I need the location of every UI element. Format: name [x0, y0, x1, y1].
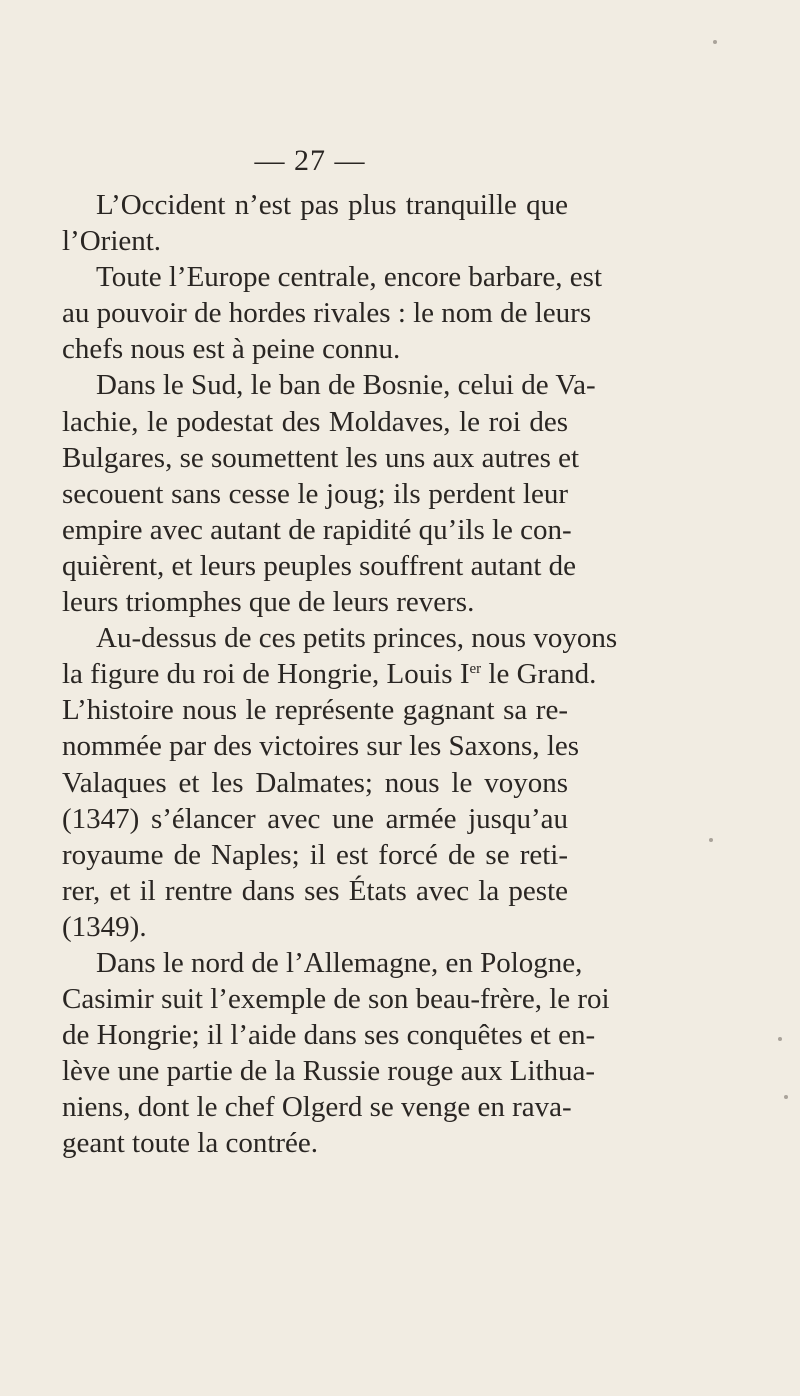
text-line: Toute l’Europe centrale, encore barbare, est: [96, 261, 602, 294]
text-line: Casimir suit l’exemple de son beau-frère, le roi: [62, 983, 610, 1016]
text-line: nommée par des victoires sur les Saxons, les: [62, 730, 580, 763]
text-line: Valaques et les Dalmates; nous le voyons: [62, 766, 568, 799]
text-line: quièrent, et leurs peuples souffrent autant de: [62, 549, 577, 582]
text-line: rer, et il rentre dans ses États avec la peste: [62, 874, 568, 907]
text-line: secouent sans cesse le joug; ils perdent leur: [62, 477, 568, 510]
text-line: Bulgares, se soumettent les uns aux autres et: [62, 441, 580, 474]
paper-speck: [784, 1095, 788, 1099]
text-line: leurs triomphes que de leurs revers.: [62, 586, 475, 619]
text-line: niens, dont le chef Olgerd se venge en rava-: [62, 1091, 572, 1124]
body-text: [62, 187, 618, 1162]
text-line: (1349).: [62, 910, 147, 943]
text-fragment: le Grand.: [481, 658, 597, 691]
text-line: l’Orient.: [62, 225, 162, 258]
text-line: Dans le Sud, le ban de Bosnie, celui de Va-: [96, 369, 596, 402]
text-line: royaume de Naples; il est forcé de se reti-: [62, 838, 568, 871]
text-line: Au-dessus de ces petits princes, nous voyons: [96, 622, 618, 655]
text-line: Dans le nord de l’Allemagne, en Pologne,: [96, 946, 583, 979]
page-number: — 27 —: [254, 144, 366, 177]
ordinal-superscript: er: [469, 661, 482, 678]
text-line: chefs nous est à peine connu.: [62, 333, 401, 366]
text-line: lachie, le podestat des Moldaves, le roi des: [62, 405, 568, 438]
paper-speck: [713, 40, 717, 44]
paper-speck: [778, 1037, 782, 1041]
paper-speck: [709, 838, 713, 842]
text-line: empire avec autant de rapidité qu’ils le con-: [62, 513, 572, 546]
text-line-louis: [62, 656, 597, 692]
text-line: de Hongrie; il l’aide dans ses conquêtes et en-: [62, 1019, 596, 1052]
text-line: au pouvoir de hordes rivales : le nom de leurs: [62, 297, 592, 330]
text-line: (1347) s’élancer avec une armée jusqu’au: [62, 802, 568, 835]
text-fragment: la figure du roi de Hongrie, Louis I: [62, 658, 470, 691]
text-line: geant toute la contrée.: [62, 1127, 319, 1160]
text-line: L’histoire nous le représente gagnant sa re-: [62, 694, 568, 727]
text-line: L’Occident n’est pas plus tranquille que: [96, 189, 568, 221]
text-line: lève une partie de la Russie rouge aux Lithua-: [62, 1055, 596, 1088]
